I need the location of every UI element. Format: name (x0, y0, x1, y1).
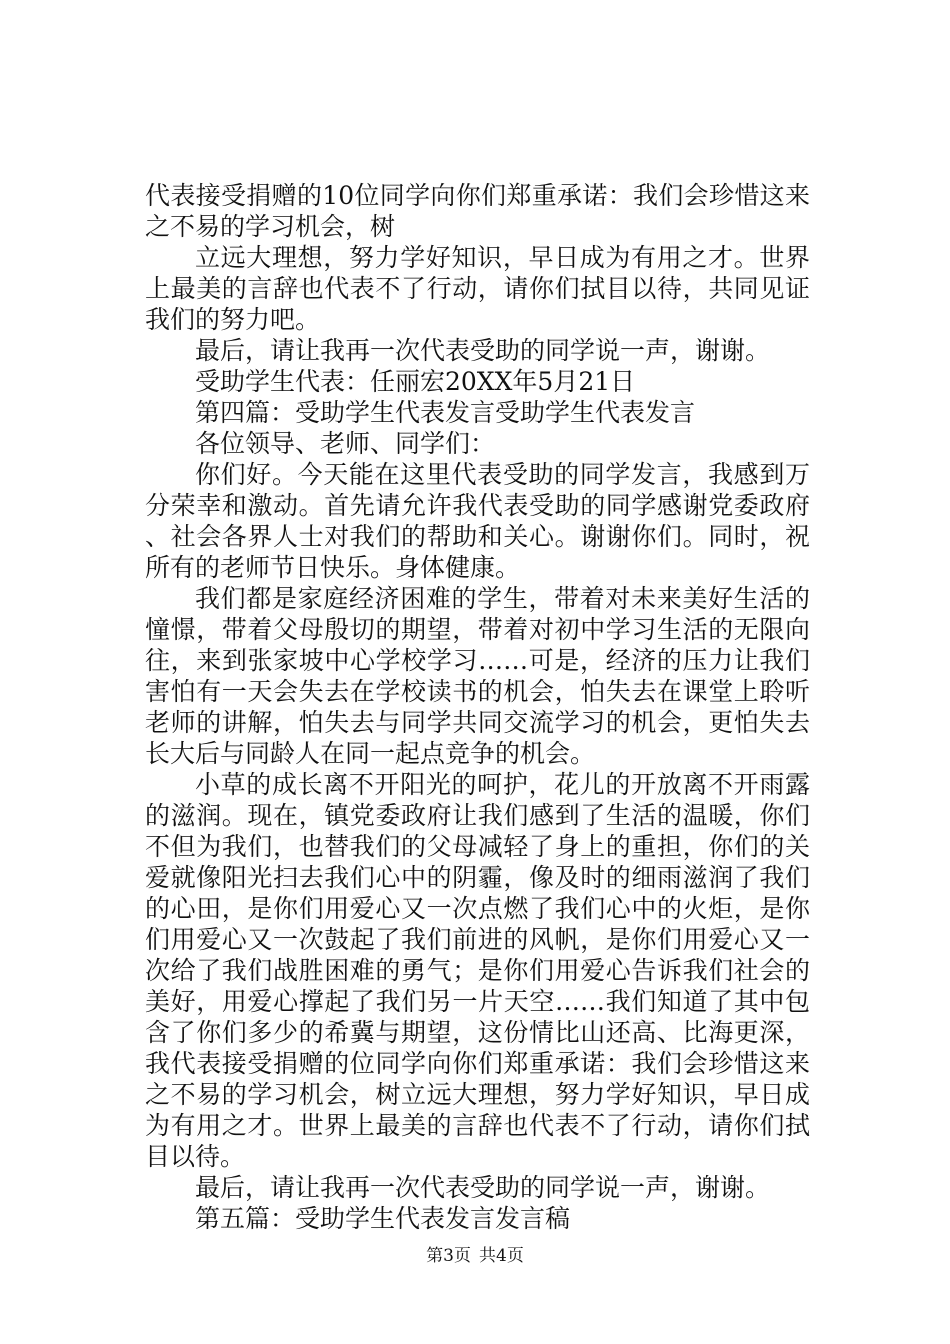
salutation: 各位领导、老师、同学们： (195, 429, 496, 458)
signature-line: 受助学生代表：任丽宏20XX年5月21日 (195, 367, 636, 396)
paragraph-continuation: 代表接受捐赠的10位同学向你们郑重承诺：我们会珍惜这来之不易的学习机会，树 (145, 181, 810, 241)
paragraph: 立远大理想，努力学好知识，早日成为有用之才。世界上最美的言辞也代表不了行动，请你们拭目以待，共同见证我们的努力吧。 (145, 243, 810, 334)
document-body (145, 180, 810, 1234)
paragraph: 你们好。今天能在这里代表受助的同学发言，我感到万分荣幸和激动。首先请允许我代表受助的同学感谢党委政府、社会各界人士对我们的帮助和关心。谢谢你们。同时，祝所有的老师节日快乐。身体健康。 (145, 460, 810, 582)
page-footer (0, 1245, 950, 1267)
paragraph: 我们都是家庭经济困难的学生，带着对未来美好生活的憧憬，带着父母殷切的期望，带着对初中学习生活的无限向往，来到张家坡中心学校学习……可是，经济的压力让我们害怕有一天会失去在学校读书的机会，怕失去在课堂上聆听老师的讲解，怕失去与同学共同交流学习的机会，更怕失去长大后与同龄人在同一起点竞争的机会。 (145, 584, 810, 768)
section-heading: 第四篇：受助学生代表发言受助学生代表发言 (195, 398, 696, 427)
paragraph: 小草的成长离不开阳光的呵护，花儿的开放离不开雨露的滋润。现在，镇党委政府让我们感到了生活的温暖，你们不但为我们，也替我们的父母减轻了身上的重担，你们的关爱就像阳光扫去我们心中的阴霾，像及时的细雨滋润了我们的心田，是你们用爱心又一次点燃了我们心中的火炬，是你们用爱心又一次鼓起了我们前进的风帆，是你们用爱心又一次给了我们战胜困难的勇气；是你们用爱心告诉我们社会的美好，用爱心撑起了我们另一片天空……我们知道了其中包含了你们多少的希冀与期望，这份情比山还高、比海更深，我代表接受捐赠的位同学向你们郑重承诺：我们会珍惜这来之不易的学习机会，树立远大理想，努力学好知识，早日成为有用之才。世界上最美的言辞也代表不了行动，请你们拭目以待。 (145, 770, 810, 1171)
page-number: 第3页 (426, 1246, 471, 1266)
page-total: 共4页 (479, 1246, 524, 1266)
section-heading: 第五篇：受助学生代表发言发言稿 (195, 1204, 571, 1233)
paragraph-closing: 最后，请让我再一次代表受助的同学说一声，谢谢。 (195, 336, 771, 365)
paragraph-closing: 最后，请让我再一次代表受助的同学说一声，谢谢。 (195, 1173, 771, 1202)
